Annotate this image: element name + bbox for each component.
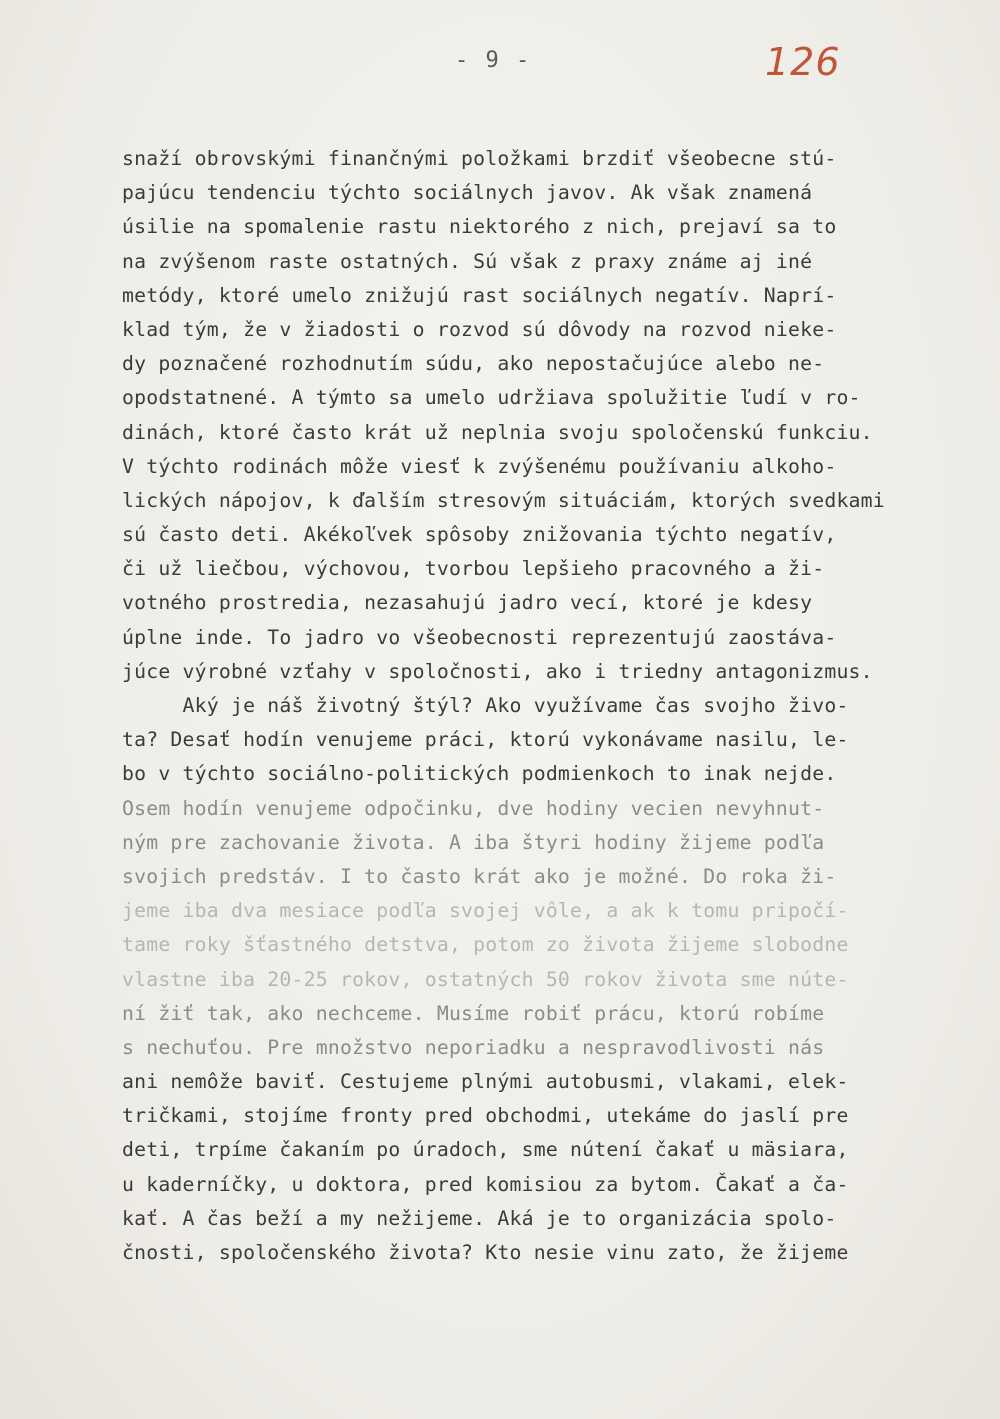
text-line: pajúcu tendenciu týchto sociálnych javov. Ak však znamená (122, 181, 813, 205)
text-line: snaží obrovskými finančnými položkami brzdiť všeobecne stú- (122, 147, 837, 170)
text-line: ní žiť tak, ako nechceme. Musíme robiť prácu, ktorú robíme (122, 1001, 825, 1025)
text-line: či už liečbou, výchovou, tvorbou lepšieho pracovného a ži- (122, 557, 825, 581)
text-line: V týchto rodinách môže viesť k zvýšenému používaniu alkoho- (122, 454, 837, 478)
page-number: - 9 - (455, 48, 532, 73)
text-line: u kaderníčky, u doktora, pred komisiou za bytom. Čakať a ča- (122, 1172, 849, 1196)
text-line: ným pre zachovanie života. A iba štyri hodiny žijeme podľa (122, 830, 825, 854)
text-line: opodstatnené. A týmto sa umelo udržiava spolužitie ľudí v ro- (122, 386, 861, 410)
text-line: júce výrobné vzťahy v spoločnosti, ako i triedny antagonizmus. (122, 659, 873, 683)
text-line: lických nápojov, k ďalším stresovým situáciám, ktorých svedkami (122, 488, 885, 512)
text-line: Aký je náš životný štýl? Ako využívame čas svojho živo- (122, 694, 849, 717)
text-line: dy poznačené rozhodnutím súdu, ako nepostačujúce alebo ne- (122, 352, 825, 376)
text-line: na zvýšenom raste ostatných. Sú však z praxy známe aj iné (122, 249, 813, 273)
text-line: tričkami, stojíme fronty pred obchodmi, utekáme do jaslí pre (122, 1104, 849, 1128)
handwritten-archive-number: 126 (765, 40, 841, 84)
text-line: votného prostredia, nezasahujú jadro vecí, ktoré je kdesy (122, 591, 813, 615)
text-line: sú často deti. Akékoľvek spôsoby znižovania týchto negatív, (122, 523, 837, 547)
text-line: jeme iba dva mesiace podľa svojej vôle, a ak k tomu pripočí- (122, 899, 849, 923)
text-line: kať. A čas beží a my nežijeme. Aká je to organizácia spolo- (122, 1206, 837, 1230)
text-line: čnosti, spoločenského života? Kto nesie vinu zato, že žijeme (122, 1241, 849, 1264)
text-line: deti, trpíme čakaním po úradoch, sme nútení čakať u mäsiara, (122, 1138, 849, 1162)
text-line: svojich predstáv. I to často krát ako je možné. Do roka ži- (122, 864, 837, 888)
text-line: dinách, ktoré často krát už neplnia svoju spoločenskú funkciu. (122, 420, 873, 444)
text-line: úplne inde. To jadro vo všeobecnosti reprezentujú zaostáva- (122, 625, 837, 649)
text-line: bo v týchto sociálno-politických podmienkoch to inak nejde. (122, 762, 837, 786)
typewritten-body (122, 142, 992, 1270)
text-line: ani nemôže baviť. Cestujeme plnými autobusmi, vlakami, elek- (122, 1070, 849, 1094)
paragraph-1 (122, 142, 992, 689)
text-line: s nechuťou. Pre množstvo neporiadku a nespravodlivosti nás (122, 1035, 825, 1059)
text-line: úsilie na spomalenie rastu niektorého z nich, prejaví sa to (122, 215, 837, 239)
text-line: ta? Desať hodín venujeme práci, ktorú vykonávame nasilu, le- (122, 728, 849, 752)
text-line: tame roky šťastného detstva, potom zo života žijeme slobodne (122, 933, 849, 957)
text-line: metódy, ktoré umelo znižujú rast sociálnych negatív. Naprí- (122, 283, 837, 307)
text-line: klad tým, že v žiadosti o rozvod sú dôvody na rozvod nieke- (122, 317, 837, 341)
text-line: Osem hodín venujeme odpočinku, dve hodiny vecien nevyhnut- (122, 796, 825, 820)
paragraph-2 (122, 689, 992, 1270)
text-line: vlastne iba 20-25 rokov, ostatných 50 rokov života sme núte- (122, 967, 849, 991)
